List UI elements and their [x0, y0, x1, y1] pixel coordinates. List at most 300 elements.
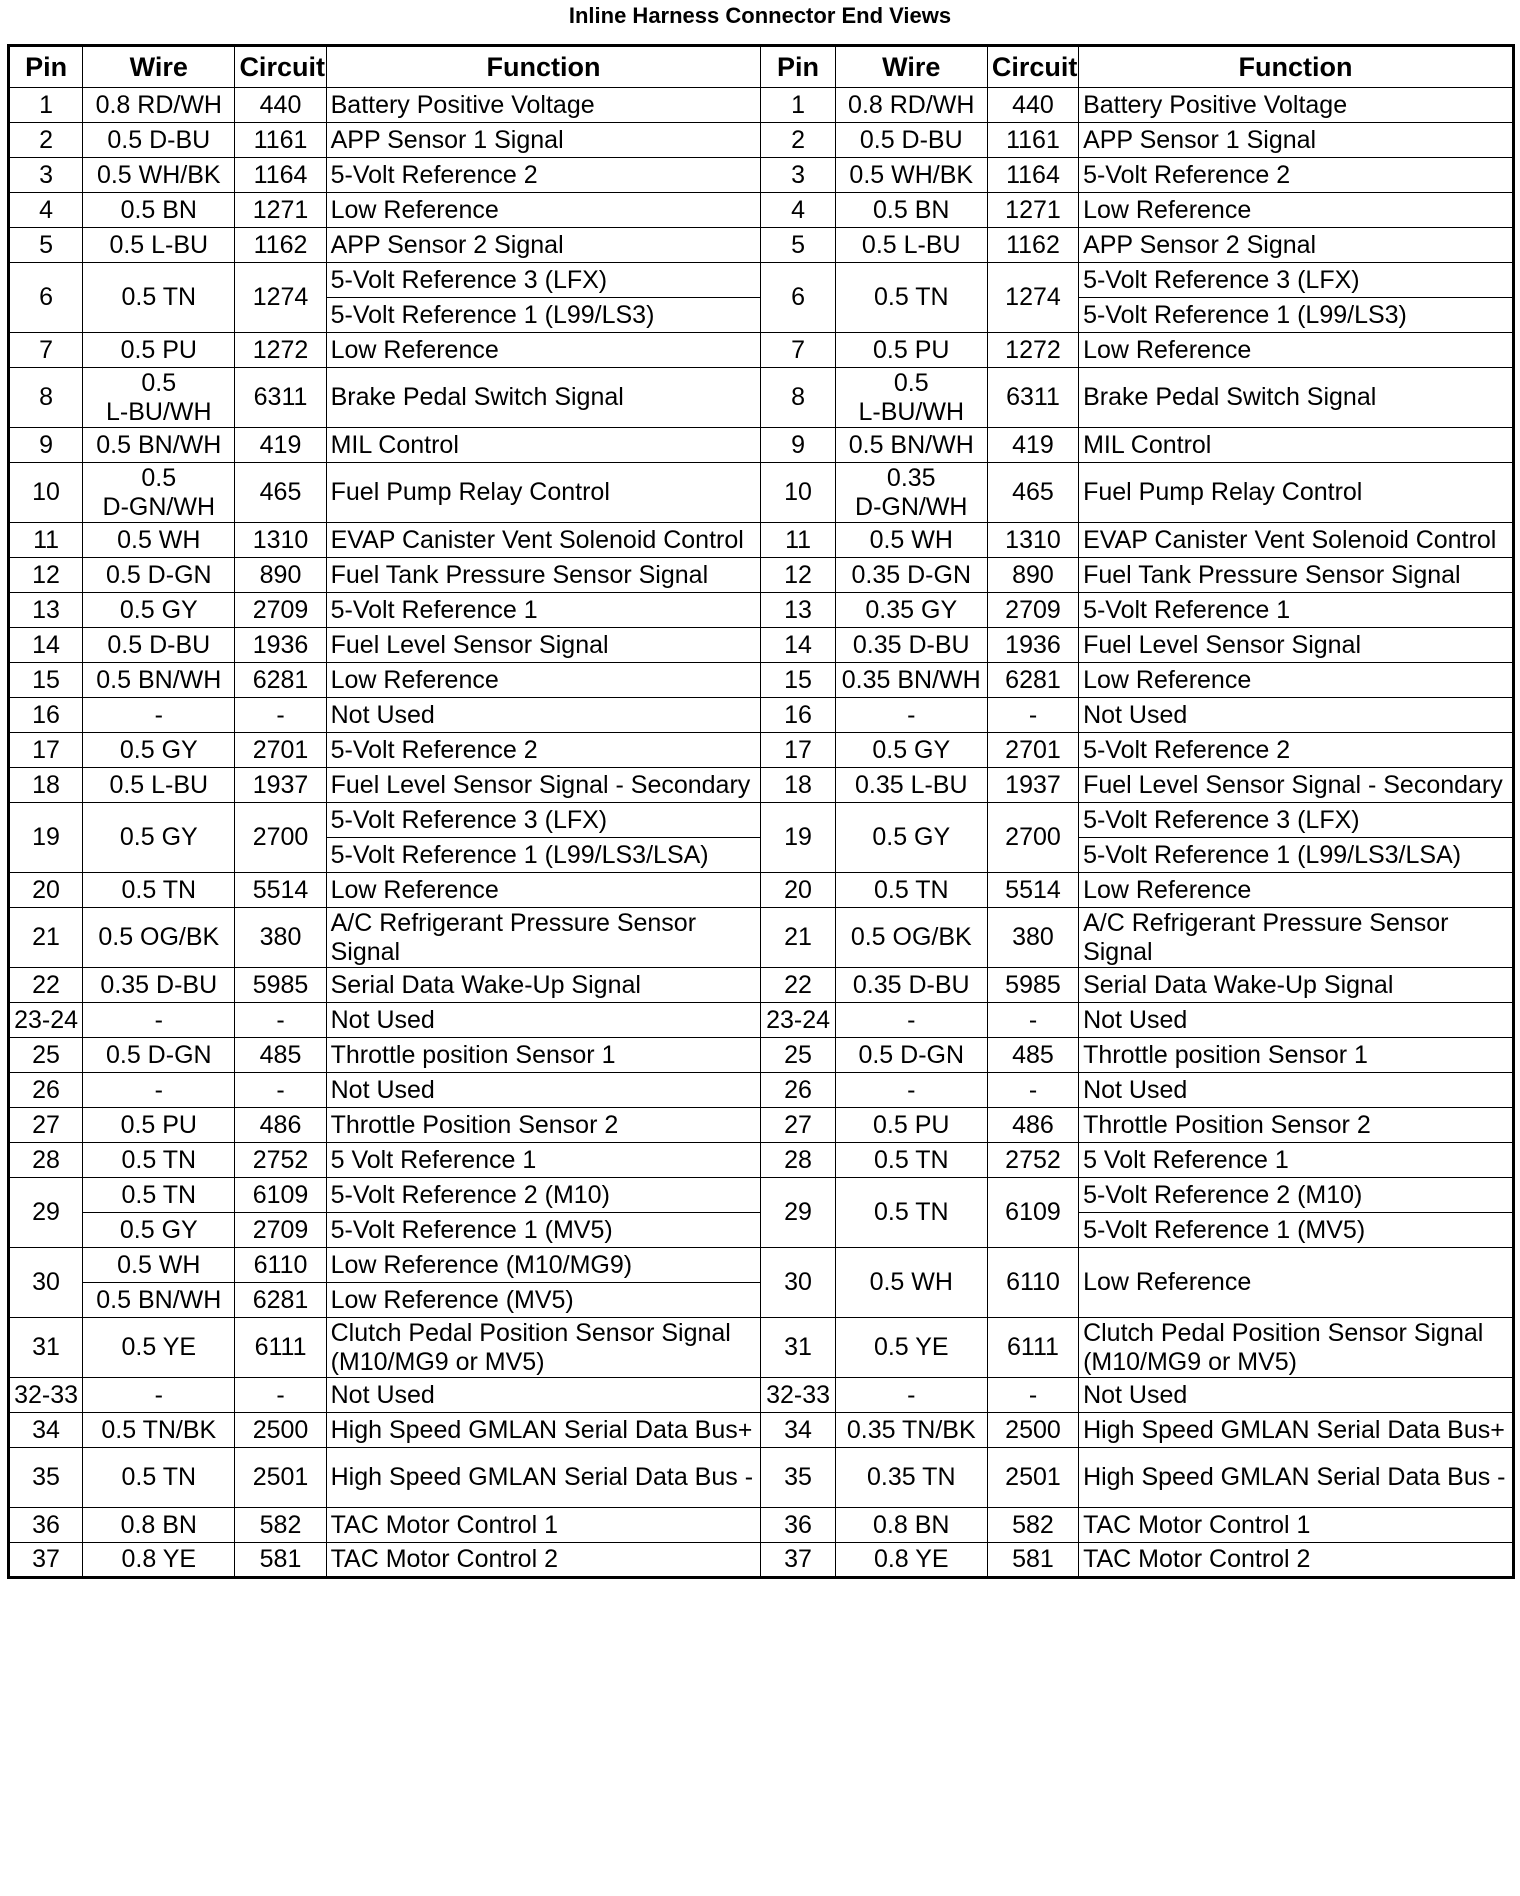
- pin-cell: 6: [761, 263, 835, 333]
- table-row: [9, 1318, 1514, 1378]
- circuit-cell: 1161: [987, 123, 1078, 158]
- function-cell: EVAP Canister Vent Solenoid Control: [326, 523, 761, 558]
- table-row: [9, 1413, 1514, 1448]
- circuit-cell: 440: [235, 88, 326, 123]
- pin-cell: 28: [761, 1143, 835, 1178]
- circuit-cell: 1310: [235, 523, 326, 558]
- circuit-cell: -: [235, 1003, 326, 1038]
- table-row: [9, 368, 1514, 428]
- pin-cell: 25: [9, 1038, 83, 1073]
- circuit-cell: 486: [987, 1108, 1078, 1143]
- wire-cell: -: [83, 1003, 235, 1038]
- wire-cell: 0.5 D-GN: [835, 1038, 987, 1073]
- table-row: [9, 1543, 1514, 1578]
- wire-cell: 0.5 TN: [83, 1178, 235, 1213]
- pin-cell: 6: [9, 263, 83, 333]
- wire-cell: 0.35 D-BU: [835, 628, 987, 663]
- wire-cell: 0.5 TN: [835, 1143, 987, 1178]
- pin-cell: 17: [761, 733, 835, 768]
- pinout-table-wrapper: [7, 44, 1515, 1579]
- pinout-body: [9, 88, 1514, 1578]
- function-cell: Not Used: [326, 698, 761, 733]
- pin-cell: 29: [761, 1178, 835, 1248]
- pin-cell: 30: [9, 1248, 83, 1318]
- circuit-cell: 2701: [987, 733, 1078, 768]
- table-row: [9, 193, 1514, 228]
- circuit-cell: 6311: [987, 368, 1078, 428]
- circuit-cell: 1272: [987, 333, 1078, 368]
- circuit-cell: 890: [987, 558, 1078, 593]
- pin-cell: 10: [9, 463, 83, 523]
- function-cell: High Speed GMLAN Serial Data Bus -: [1079, 1448, 1514, 1508]
- circuit-cell: 1936: [235, 628, 326, 663]
- function-cell: Low Reference (M10/MG9): [326, 1248, 761, 1283]
- table-row: [9, 968, 1514, 1003]
- wire-cell: 0.8 BN: [835, 1508, 987, 1543]
- function-cell: 5-Volt Reference 1 (L99/LS3): [326, 298, 761, 333]
- circuit-cell: 6109: [235, 1178, 326, 1213]
- circuit-cell: 581: [235, 1543, 326, 1578]
- wire-cell: 0.5 WH: [835, 1248, 987, 1318]
- wire-cell: -: [83, 1378, 235, 1413]
- wire-cell: 0.5 TN: [835, 873, 987, 908]
- function-cell: Fuel Level Sensor Signal: [326, 628, 761, 663]
- wire-cell: 0.35 D-GN: [835, 558, 987, 593]
- function-cell: APP Sensor 1 Signal: [326, 123, 761, 158]
- wire-cell: -: [83, 698, 235, 733]
- wire-cell: 0.35 D-BU: [835, 968, 987, 1003]
- wire-cell: 0.5 L-BU/WH: [835, 368, 987, 428]
- pin-cell: 4: [9, 193, 83, 228]
- wire-cell: 0.5 TN: [83, 873, 235, 908]
- circuit-cell: -: [987, 1073, 1078, 1108]
- function-cell: Low Reference: [1079, 663, 1514, 698]
- function-cell: Not Used: [1079, 1073, 1514, 1108]
- circuit-cell: 581: [987, 1543, 1078, 1578]
- circuit-cell: 6111: [235, 1318, 326, 1378]
- pin-cell: 29: [9, 1178, 83, 1248]
- function-cell: APP Sensor 1 Signal: [1079, 123, 1514, 158]
- wire-cell: -: [835, 1003, 987, 1038]
- circuit-cell: 582: [987, 1508, 1078, 1543]
- circuit-cell: 2709: [987, 593, 1078, 628]
- circuit-cell: 485: [235, 1038, 326, 1073]
- function-cell: Brake Pedal Switch Signal: [1079, 368, 1514, 428]
- table-row: [9, 463, 1514, 523]
- circuit-cell: -: [987, 1378, 1078, 1413]
- wire-cell: 0.5 PU: [835, 1108, 987, 1143]
- circuit-cell: 2700: [235, 803, 326, 873]
- table-row: [9, 733, 1514, 768]
- wire-cell: 0.35 BN/WH: [835, 663, 987, 698]
- wire-cell: 0.5 L-BU: [83, 228, 235, 263]
- header-circuit: Circuit: [987, 46, 1078, 88]
- circuit-cell: 6281: [235, 663, 326, 698]
- circuit-cell: 2752: [987, 1143, 1078, 1178]
- function-cell: Throttle position Sensor 1: [1079, 1038, 1514, 1073]
- circuit-cell: 1274: [235, 263, 326, 333]
- function-cell: TAC Motor Control 1: [1079, 1508, 1514, 1543]
- table-row: [9, 263, 1514, 298]
- circuit-cell: 2501: [987, 1448, 1078, 1508]
- circuit-cell: 890: [235, 558, 326, 593]
- wire-cell: 0.5 GY: [83, 803, 235, 873]
- circuit-cell: 6311: [235, 368, 326, 428]
- function-cell: 5-Volt Reference 1 (MV5): [1079, 1213, 1514, 1248]
- wire-cell: 0.5 BN/WH: [835, 428, 987, 463]
- function-cell: Low Reference: [326, 193, 761, 228]
- wire-cell: 0.5 D-GN: [83, 558, 235, 593]
- function-cell: 5-Volt Reference 2: [1079, 733, 1514, 768]
- wire-cell: 0.5 OG/BK: [835, 908, 987, 968]
- table-row: [9, 88, 1514, 123]
- pin-cell: 18: [761, 768, 835, 803]
- pin-cell: 34: [761, 1413, 835, 1448]
- pin-cell: 14: [9, 628, 83, 663]
- pin-cell: 19: [761, 803, 835, 873]
- pin-cell: 9: [761, 428, 835, 463]
- function-cell: High Speed GMLAN Serial Data Bus -: [326, 1448, 761, 1508]
- function-cell: 5-Volt Reference 3 (LFX): [326, 803, 761, 838]
- pin-cell: 36: [9, 1508, 83, 1543]
- pin-cell: 22: [761, 968, 835, 1003]
- function-cell: Brake Pedal Switch Signal: [326, 368, 761, 428]
- pin-cell: 10: [761, 463, 835, 523]
- function-cell: Serial Data Wake-Up Signal: [326, 968, 761, 1003]
- circuit-cell: 1271: [987, 193, 1078, 228]
- circuit-cell: 465: [987, 463, 1078, 523]
- table-row: [9, 428, 1514, 463]
- function-cell: 5-Volt Reference 1 (L99/LS3/LSA): [326, 838, 761, 873]
- wire-cell: 0.35 D-BU: [83, 968, 235, 1003]
- function-cell: Low Reference: [326, 333, 761, 368]
- wire-cell: 0.5 WH/BK: [83, 158, 235, 193]
- pin-cell: 13: [9, 593, 83, 628]
- circuit-cell: 1310: [987, 523, 1078, 558]
- wire-cell: 0.5 WH: [83, 1248, 235, 1283]
- circuit-cell: 5985: [235, 968, 326, 1003]
- circuit-cell: 6109: [987, 1178, 1078, 1248]
- function-cell: Battery Positive Voltage: [326, 88, 761, 123]
- pin-cell: 28: [9, 1143, 83, 1178]
- function-cell: Fuel Level Sensor Signal - Secondary: [326, 768, 761, 803]
- pin-cell: 19: [9, 803, 83, 873]
- wire-cell: 0.5 PU: [83, 333, 235, 368]
- wire-cell: 0.35 TN/BK: [835, 1413, 987, 1448]
- pin-cell: 15: [9, 663, 83, 698]
- wire-cell: 0.5 TN: [83, 1143, 235, 1178]
- circuit-cell: 380: [987, 908, 1078, 968]
- function-cell: Low Reference: [1079, 873, 1514, 908]
- pin-cell: 2: [9, 123, 83, 158]
- function-cell: Low Reference: [1079, 1248, 1514, 1318]
- pin-cell: 23-24: [761, 1003, 835, 1038]
- circuit-cell: 582: [235, 1508, 326, 1543]
- circuit-cell: 2709: [235, 593, 326, 628]
- pin-cell: 21: [761, 908, 835, 968]
- pin-cell: 25: [761, 1038, 835, 1073]
- circuit-cell: 1161: [235, 123, 326, 158]
- wire-cell: 0.5 D-GN: [83, 1038, 235, 1073]
- circuit-cell: 1164: [235, 158, 326, 193]
- wire-cell: 0.5 YE: [83, 1318, 235, 1378]
- table-row: [9, 768, 1514, 803]
- circuit-cell: 1937: [235, 768, 326, 803]
- wire-cell: 0.5 WH/BK: [835, 158, 987, 193]
- wire-cell: 0.35 L-BU: [835, 768, 987, 803]
- pin-cell: 20: [761, 873, 835, 908]
- wire-cell: 0.5 BN: [835, 193, 987, 228]
- table-row: [9, 123, 1514, 158]
- wire-cell: -: [83, 1073, 235, 1108]
- function-cell: Throttle Position Sensor 2: [1079, 1108, 1514, 1143]
- circuit-cell: -: [235, 698, 326, 733]
- function-cell: Clutch Pedal Position Sensor Signal (M10/MG9 or MV5): [1079, 1318, 1514, 1378]
- pin-cell: 8: [9, 368, 83, 428]
- pinout-table: [7, 44, 1515, 1579]
- function-cell: Throttle position Sensor 1: [326, 1038, 761, 1073]
- pin-cell: 3: [761, 158, 835, 193]
- pin-cell: 21: [9, 908, 83, 968]
- table-row: [9, 1108, 1514, 1143]
- function-cell: Throttle Position Sensor 2: [326, 1108, 761, 1143]
- pin-cell: 30: [761, 1248, 835, 1318]
- circuit-cell: -: [235, 1073, 326, 1108]
- table-row: [9, 1003, 1514, 1038]
- function-cell: 5-Volt Reference 3 (LFX): [326, 263, 761, 298]
- wire-cell: 0.8 YE: [83, 1543, 235, 1578]
- page-title: Inline Harness Connector End Views: [568, 3, 952, 28]
- table-row: [9, 593, 1514, 628]
- function-cell: TAC Motor Control 2: [326, 1543, 761, 1578]
- pin-cell: 20: [9, 873, 83, 908]
- pin-cell: 14: [761, 628, 835, 663]
- circuit-cell: 2701: [235, 733, 326, 768]
- circuit-cell: 1936: [987, 628, 1078, 663]
- pin-cell: 27: [9, 1108, 83, 1143]
- table-row: [9, 873, 1514, 908]
- wire-cell: 0.5 L-BU: [835, 228, 987, 263]
- pin-cell: 37: [9, 1543, 83, 1578]
- table-row: [9, 558, 1514, 593]
- wire-cell: 0.8 YE: [835, 1543, 987, 1578]
- circuit-cell: 485: [987, 1038, 1078, 1073]
- header-function: Function: [326, 46, 761, 88]
- pin-cell: 4: [761, 193, 835, 228]
- function-cell: 5-Volt Reference 3 (LFX): [1079, 803, 1514, 838]
- pin-cell: 18: [9, 768, 83, 803]
- pin-cell: 36: [761, 1508, 835, 1543]
- function-cell: Battery Positive Voltage: [1079, 88, 1514, 123]
- circuit-cell: 2709: [235, 1213, 326, 1248]
- function-cell: Fuel Level Sensor Signal: [1079, 628, 1514, 663]
- function-cell: TAC Motor Control 1: [326, 1508, 761, 1543]
- pin-cell: 1: [9, 88, 83, 123]
- header-row: [9, 46, 1514, 88]
- wire-cell: 0.5 TN: [835, 263, 987, 333]
- header-circuit: Circuit: [235, 46, 326, 88]
- pin-cell: 12: [9, 558, 83, 593]
- pin-cell: 13: [761, 593, 835, 628]
- wire-cell: 0.5 L-BU/WH: [83, 368, 235, 428]
- function-cell: Fuel Level Sensor Signal - Secondary: [1079, 768, 1514, 803]
- function-cell: High Speed GMLAN Serial Data Bus+: [1079, 1413, 1514, 1448]
- wire-cell: 0.8 RD/WH: [83, 88, 235, 123]
- circuit-cell: 6110: [235, 1248, 326, 1283]
- circuit-cell: -: [987, 1003, 1078, 1038]
- circuit-cell: 440: [987, 88, 1078, 123]
- circuit-cell: 486: [235, 1108, 326, 1143]
- circuit-cell: 1162: [235, 228, 326, 263]
- function-cell: A/C Refrigerant Pressure Sensor Signal: [326, 908, 761, 968]
- function-cell: Low Reference (MV5): [326, 1283, 761, 1318]
- wire-cell: 0.5 L-BU: [83, 768, 235, 803]
- wire-cell: 0.5 D-BU: [835, 123, 987, 158]
- circuit-cell: 5514: [235, 873, 326, 908]
- wire-cell: 0.5 WH: [835, 523, 987, 558]
- pin-cell: 32-33: [761, 1378, 835, 1413]
- function-cell: 5-Volt Reference 2: [326, 733, 761, 768]
- function-cell: 5-Volt Reference 1: [326, 593, 761, 628]
- circuit-cell: 1271: [235, 193, 326, 228]
- wire-cell: 0.5 GY: [835, 803, 987, 873]
- pin-cell: 5: [9, 228, 83, 263]
- pin-cell: 26: [9, 1073, 83, 1108]
- wire-cell: -: [835, 698, 987, 733]
- pin-cell: 31: [761, 1318, 835, 1378]
- function-cell: Low Reference: [326, 663, 761, 698]
- circuit-cell: 2752: [235, 1143, 326, 1178]
- function-cell: EVAP Canister Vent Solenoid Control: [1079, 523, 1514, 558]
- circuit-cell: 1272: [235, 333, 326, 368]
- pin-cell: 1: [761, 88, 835, 123]
- circuit-cell: 6111: [987, 1318, 1078, 1378]
- function-cell: 5-Volt Reference 1 (L99/LS3): [1079, 298, 1514, 333]
- function-cell: APP Sensor 2 Signal: [326, 228, 761, 263]
- pin-cell: 22: [9, 968, 83, 1003]
- pin-cell: 37: [761, 1543, 835, 1578]
- table-row: [9, 698, 1514, 733]
- wire-cell: 0.5 BN/WH: [83, 1283, 235, 1318]
- function-cell: 5-Volt Reference 1: [1079, 593, 1514, 628]
- header-pin: Pin: [761, 46, 835, 88]
- pin-cell: 15: [761, 663, 835, 698]
- function-cell: Not Used: [1079, 1378, 1514, 1413]
- wire-cell: 0.35 D-GN/WH: [835, 463, 987, 523]
- table-row: [9, 1143, 1514, 1178]
- table-row: [9, 1038, 1514, 1073]
- table-row: [9, 523, 1514, 558]
- pin-cell: 31: [9, 1318, 83, 1378]
- pin-cell: 16: [9, 698, 83, 733]
- wire-cell: 0.5 GY: [83, 1213, 235, 1248]
- table-row: [9, 1248, 1514, 1283]
- function-cell: Clutch Pedal Position Sensor Signal (M10/MG9 or MV5): [326, 1318, 761, 1378]
- pin-cell: 23-24: [9, 1003, 83, 1038]
- function-cell: 5-Volt Reference 1 (L99/LS3/LSA): [1079, 838, 1514, 873]
- wire-cell: 0.5 PU: [835, 333, 987, 368]
- function-cell: Low Reference: [1079, 333, 1514, 368]
- header-function: Function: [1079, 46, 1514, 88]
- pin-cell: 35: [761, 1448, 835, 1508]
- wire-cell: 0.5 BN/WH: [83, 663, 235, 698]
- table-row: [9, 1448, 1514, 1508]
- wire-cell: 0.5 BN: [83, 193, 235, 228]
- pin-cell: 3: [9, 158, 83, 193]
- table-row: [9, 1073, 1514, 1108]
- function-cell: Not Used: [1079, 698, 1514, 733]
- wire-cell: 0.5 GY: [83, 593, 235, 628]
- function-cell: Serial Data Wake-Up Signal: [1079, 968, 1514, 1003]
- wire-cell: 0.5 D-BU: [83, 123, 235, 158]
- circuit-cell: 1162: [987, 228, 1078, 263]
- circuit-cell: 1274: [987, 263, 1078, 333]
- table-row: [9, 803, 1514, 838]
- pin-cell: 2: [761, 123, 835, 158]
- circuit-cell: 419: [987, 428, 1078, 463]
- pin-cell: 7: [9, 333, 83, 368]
- function-cell: 5 Volt Reference 1: [326, 1143, 761, 1178]
- circuit-cell: -: [235, 1378, 326, 1413]
- wire-cell: 0.35 GY: [835, 593, 987, 628]
- circuit-cell: -: [987, 698, 1078, 733]
- header-wire: Wire: [835, 46, 987, 88]
- wire-cell: 0.5 WH: [83, 523, 235, 558]
- pin-cell: 11: [9, 523, 83, 558]
- pin-cell: 27: [761, 1108, 835, 1143]
- wire-cell: 0.5 BN/WH: [83, 428, 235, 463]
- pin-cell: 7: [761, 333, 835, 368]
- pin-cell: 8: [761, 368, 835, 428]
- function-cell: Low Reference: [326, 873, 761, 908]
- function-cell: Low Reference: [1079, 193, 1514, 228]
- function-cell: TAC Motor Control 2: [1079, 1543, 1514, 1578]
- circuit-cell: 2500: [235, 1413, 326, 1448]
- circuit-cell: 1937: [987, 768, 1078, 803]
- wire-cell: 0.5 TN/BK: [83, 1413, 235, 1448]
- circuit-cell: 5514: [987, 873, 1078, 908]
- function-cell: MIL Control: [326, 428, 761, 463]
- function-cell: 5-Volt Reference 2: [1079, 158, 1514, 193]
- wire-cell: 0.5 TN: [835, 1178, 987, 1248]
- function-cell: 5-Volt Reference 2 (M10): [1079, 1178, 1514, 1213]
- function-cell: Fuel Pump Relay Control: [1079, 463, 1514, 523]
- circuit-cell: 6110: [987, 1248, 1078, 1318]
- function-cell: Fuel Tank Pressure Sensor Signal: [1079, 558, 1514, 593]
- table-row: [9, 158, 1514, 193]
- wire-cell: 0.5 YE: [835, 1318, 987, 1378]
- function-cell: High Speed GMLAN Serial Data Bus+: [326, 1413, 761, 1448]
- function-cell: MIL Control: [1079, 428, 1514, 463]
- wire-cell: -: [835, 1378, 987, 1413]
- wire-cell: 0.5 PU: [83, 1108, 235, 1143]
- table-row: [9, 663, 1514, 698]
- table-row: [9, 1508, 1514, 1543]
- pin-cell: 12: [761, 558, 835, 593]
- circuit-cell: 380: [235, 908, 326, 968]
- wire-cell: 0.5 GY: [83, 733, 235, 768]
- wire-cell: 0.5 TN: [83, 263, 235, 333]
- circuit-cell: 2500: [987, 1413, 1078, 1448]
- function-cell: Not Used: [326, 1378, 761, 1413]
- table-row: [9, 908, 1514, 968]
- wire-cell: 0.8 BN: [83, 1508, 235, 1543]
- circuit-cell: 2501: [235, 1448, 326, 1508]
- table-row: [9, 1178, 1514, 1213]
- circuit-cell: 6281: [235, 1283, 326, 1318]
- wire-cell: 0.35 TN: [835, 1448, 987, 1508]
- wire-cell: 0.8 RD/WH: [835, 88, 987, 123]
